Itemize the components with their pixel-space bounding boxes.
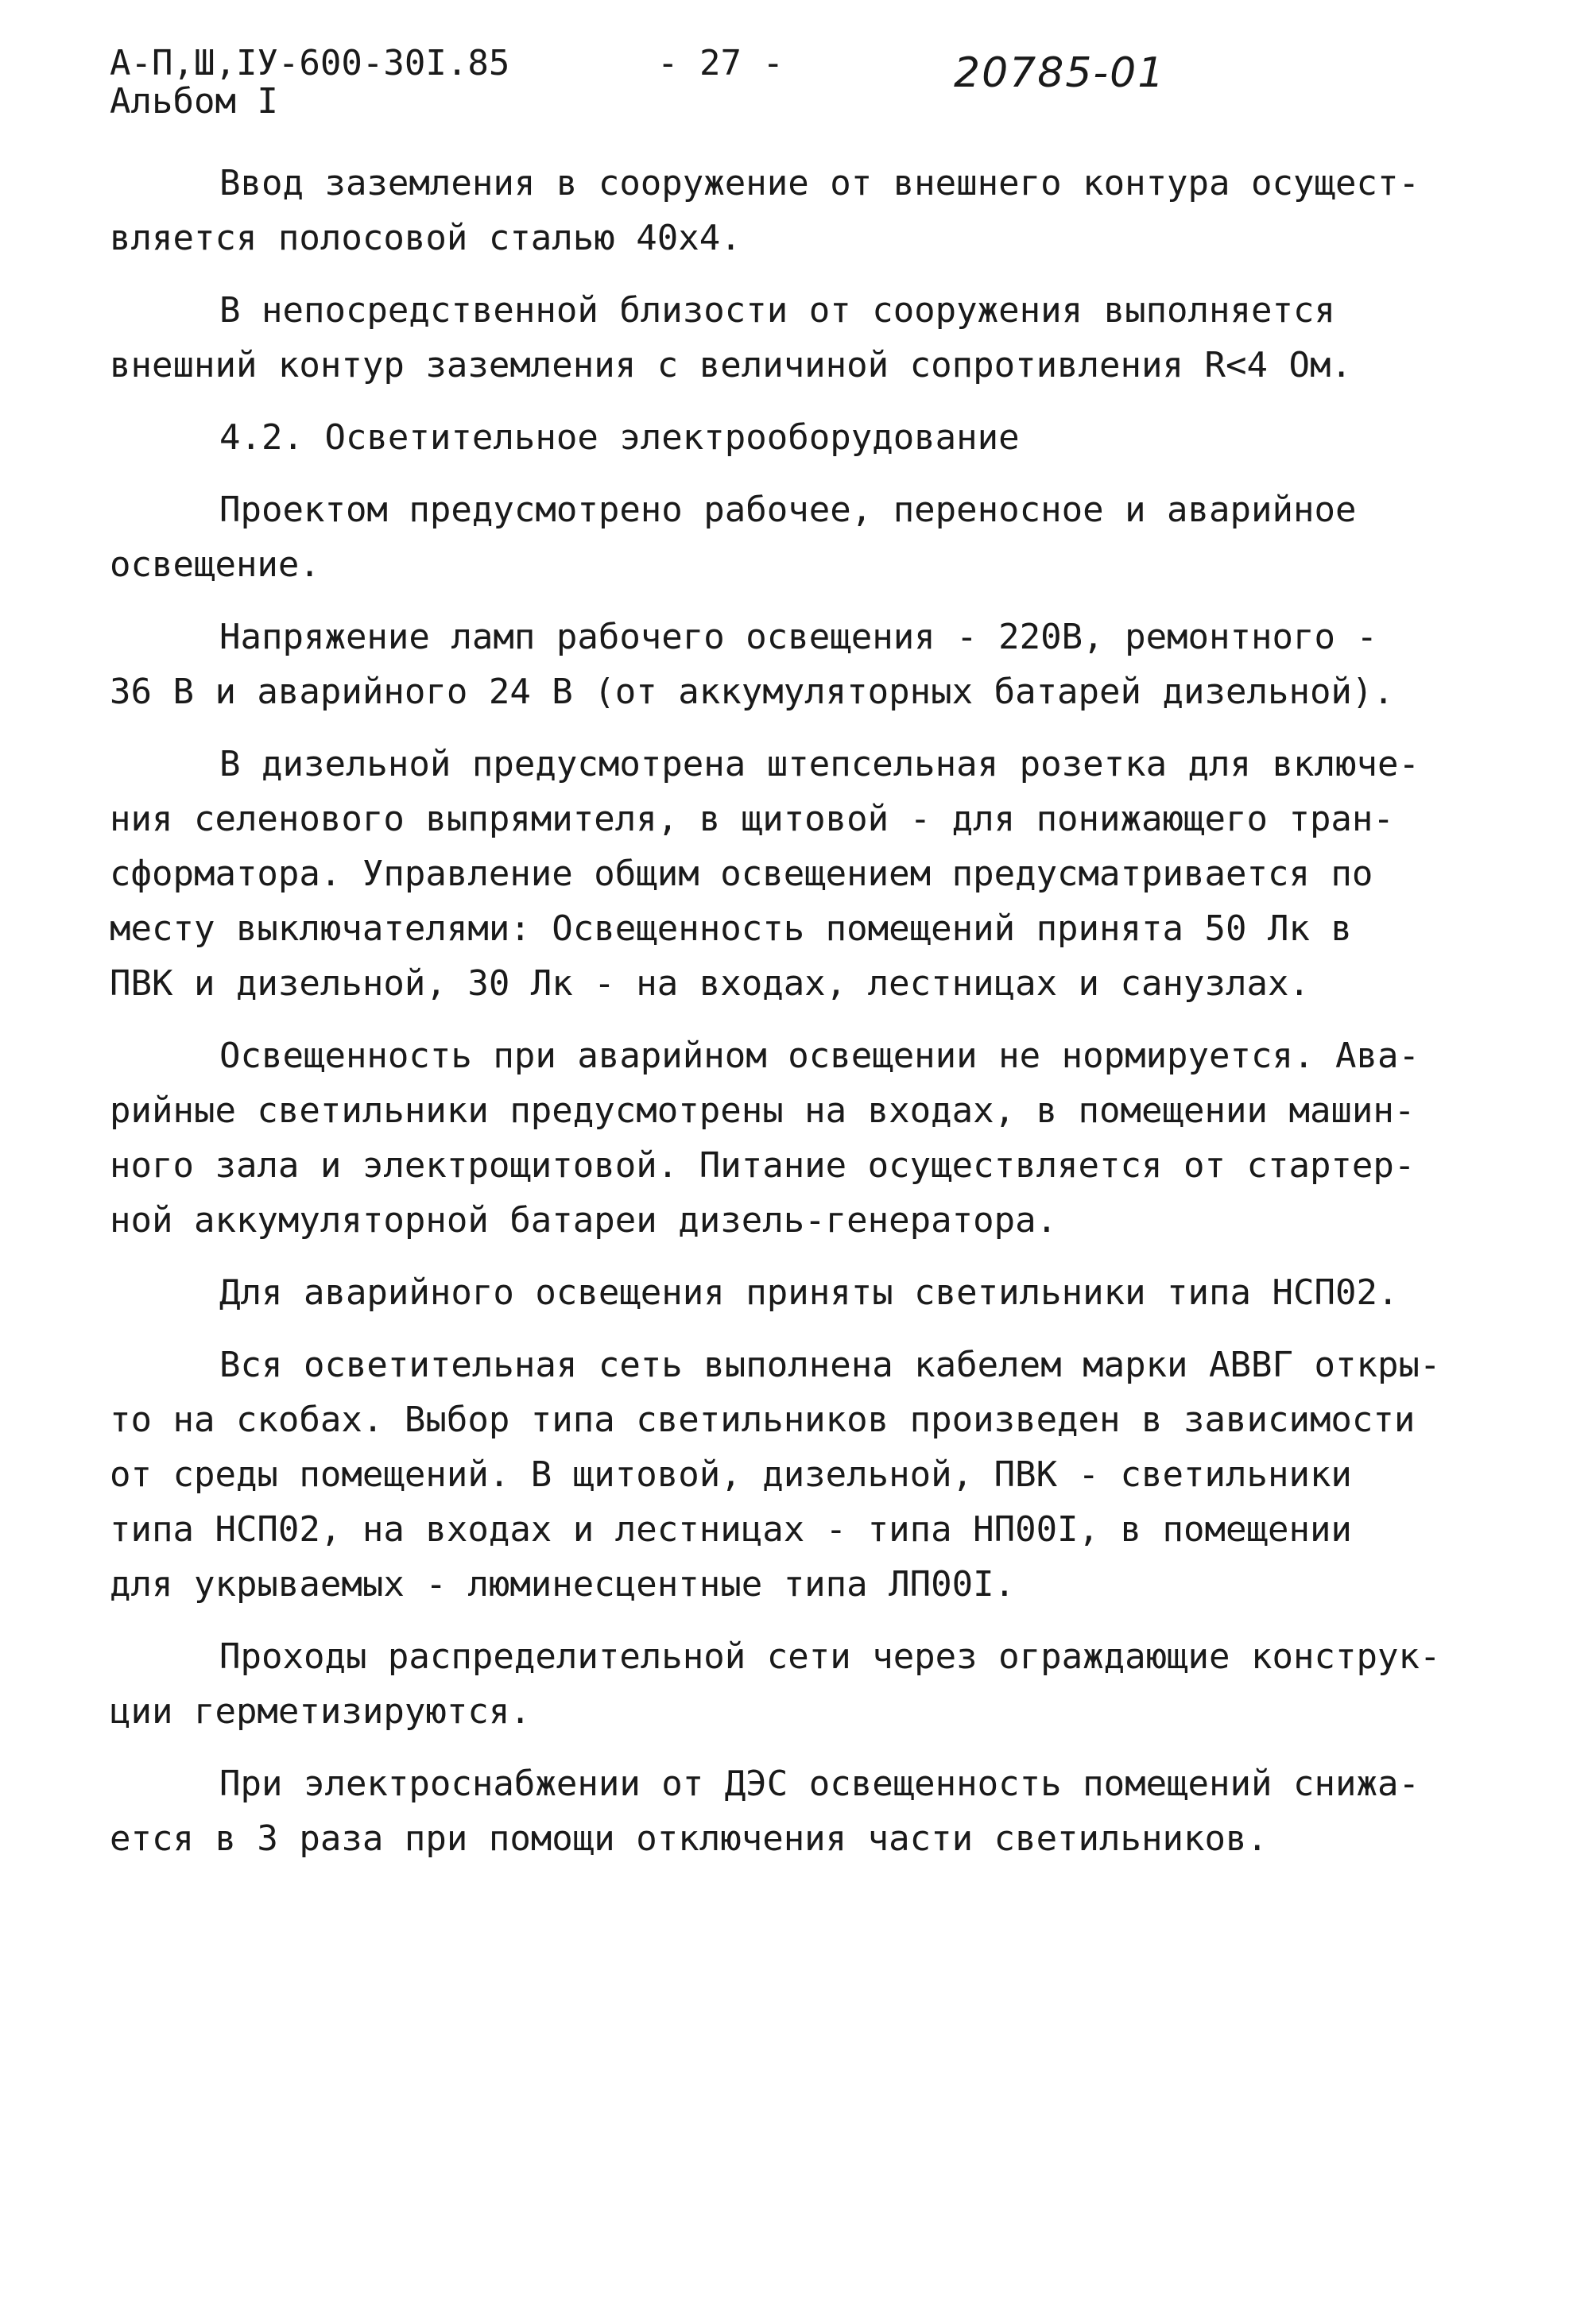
paragraph [110, 1629, 1509, 1739]
text-line: от среды помещений. В щитовой, дизельной, ПВК - светильники [110, 1454, 1352, 1495]
text-line: Проходы распределительной сети через ограждающие конструк- [219, 1636, 1441, 1677]
paragraph [110, 737, 1509, 1011]
paragraph [110, 1028, 1509, 1248]
text-line: сформатора. Управление общим освещением предусматривается по [110, 854, 1373, 894]
text-line: 36 В и аварийного 24 В (от аккумуляторных батарей дизельной). [110, 672, 1394, 712]
text-line: месту выключателями: Освещенность помещений принята 50 Лк в [110, 908, 1352, 949]
text-line: для укрываемых - люминесцентные типа ЛП00I. [110, 1564, 1016, 1605]
paragraph [110, 1265, 1509, 1320]
text-line: внешний контур заземления с величиной сопротивления R<4 Ом. [110, 345, 1352, 385]
text-line: рийные светильники предусмотрены на входах, в помещении машин- [110, 1090, 1416, 1131]
paragraph [110, 156, 1509, 265]
text-line: Вся осветительная сеть выполнена кабелем марки АВВГ откры- [219, 1345, 1441, 1385]
page-number: - 27 - [657, 43, 784, 83]
paragraph [110, 610, 1509, 719]
text-line: Освещенность при аварийном освещении не нормируется. Ава- [219, 1036, 1420, 1076]
document-code: А-П,Ш,IУ-600-30I.85 [110, 43, 510, 83]
text-line: Напряжение ламп рабочего освещения - 220В, ремонтного - [219, 617, 1377, 657]
paragraph [110, 482, 1509, 592]
text-line: ния селенового выпрямителя, в щитовой - для понижающего тран- [110, 799, 1394, 839]
text-line: ного зала и электрощитовой. Питание осуществляется от стартер- [110, 1145, 1416, 1186]
document-body [110, 156, 1509, 1884]
text-line: 4.2. Осветительное электрооборудование [219, 417, 1020, 458]
text-line: В непосредственной близости от сооружения выполняется [219, 290, 1335, 331]
paragraph [110, 283, 1509, 393]
text-line: типа НСП02, на входах и лестницах - типа НП00I, в помещении [110, 1509, 1352, 1550]
text-line: освещение. [110, 544, 320, 585]
document-number: 20785-01 [954, 49, 1166, 97]
text-line: ной аккумуляторной батареи дизель-генератора. [110, 1200, 1058, 1241]
paragraph [110, 1756, 1509, 1866]
text-line: В дизельной предусмотрена штепсельная розетка для включе- [219, 744, 1420, 784]
text-line: Для аварийного освещения приняты светильники типа НСП02. [219, 1272, 1399, 1313]
text-line: Проектом предусмотрено рабочее, переносное и аварийное [219, 490, 1357, 530]
text-line: ПВК и дизельной, 30 Лк - на входах, лестницах и санузлах. [110, 963, 1310, 1004]
paragraph [110, 410, 1509, 465]
text-line: При электроснабжении от ДЭС освещенность помещений снижа- [219, 1764, 1420, 1804]
text-line: Ввод заземления в сооружение от внешнего контура осущест- [219, 163, 1420, 203]
text-line: ется в 3 раза при помощи отключения части светильников. [110, 1818, 1268, 1859]
text-line: ции герметизируются. [110, 1691, 531, 1732]
text-line: то на скобах. Выбор типа светильников произведен в зависимости [110, 1400, 1416, 1440]
album-label: Альбом I [110, 81, 278, 122]
text-line: вляется полосовой сталью 40х4. [110, 218, 742, 258]
paragraph [110, 1338, 1509, 1612]
